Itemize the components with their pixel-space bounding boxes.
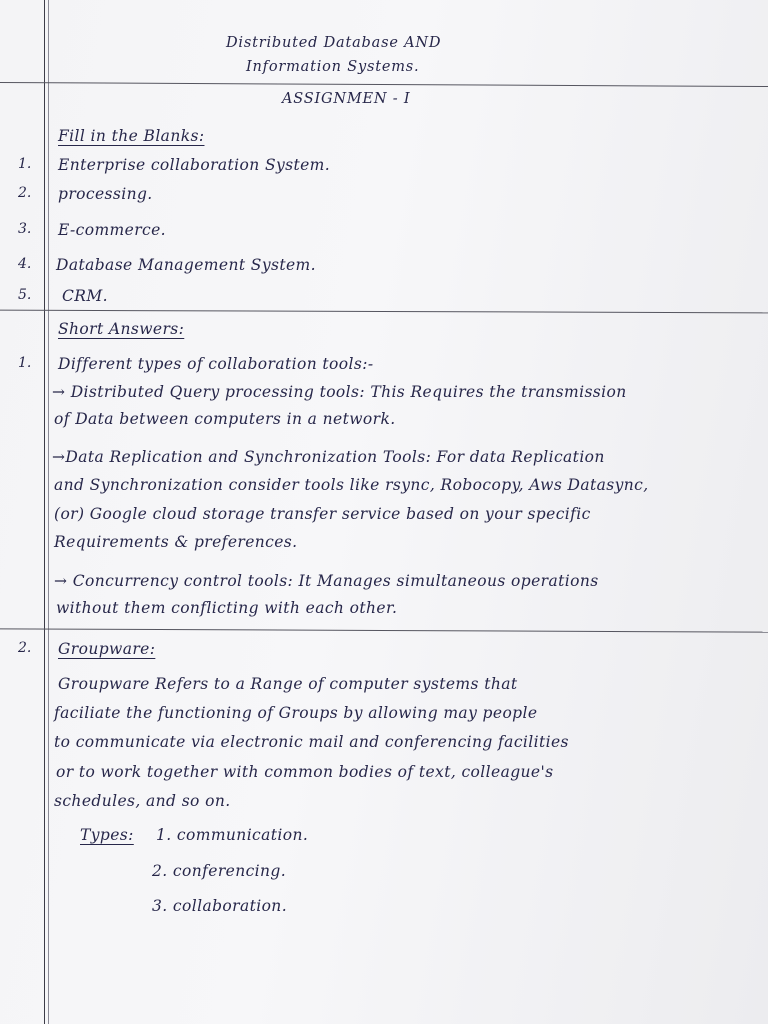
fill-blanks-heading: Fill in the Blanks:: [58, 127, 205, 145]
assignment-label: ASSIGNMEN - I: [282, 91, 411, 107]
type-item: 1. communication.: [156, 826, 309, 844]
groupware-heading: Groupware:: [58, 640, 156, 658]
answer-line: faciliate the functioning of Groups by allowing may people: [54, 704, 538, 722]
rule-line: [0, 628, 768, 632]
answer-line: or to work together with common bodies of text, colleague's: [56, 763, 554, 781]
item-number: 3.: [18, 221, 32, 237]
answer-line: →Data Replication and Synchronization Tools: For data Replication: [52, 448, 605, 466]
type-item: 2. conferencing.: [152, 862, 287, 880]
answer-line: Groupware Refers to a Range of computer systems that: [58, 675, 518, 693]
rule-line: [0, 310, 768, 314]
answer-line: of Data between computers in a network.: [54, 410, 396, 428]
answer-line: schedules, and so on.: [54, 792, 231, 810]
margin-line: [44, 0, 45, 1024]
item-number: 5.: [18, 287, 32, 303]
short-answers-heading: Short Answers:: [58, 320, 185, 338]
answer-line: to communicate via electronic mail and conferencing facilities: [54, 733, 569, 751]
types-label: Types:: [80, 826, 134, 844]
answer-item: E-commerce.: [58, 221, 167, 239]
item-number: 1.: [18, 156, 32, 172]
answer-item: Database Management System.: [56, 256, 316, 274]
question-number: 2.: [18, 640, 32, 656]
rule-line: [0, 82, 768, 87]
margin-line-secondary: [48, 0, 49, 1024]
title-line-2: Information Systems.: [246, 59, 420, 75]
answer-line: Requirements & preferences.: [54, 533, 298, 551]
answer-line: → Distributed Query processing tools: This Requires the transmission: [52, 383, 627, 401]
answer-line: (or) Google cloud storage transfer service based on your specific: [54, 505, 591, 523]
answer-item: CRM.: [62, 287, 108, 305]
question-number: 1.: [18, 355, 32, 371]
item-number: 2.: [18, 185, 32, 201]
answer-line: and Synchronization consider tools like rsync, Robocopy, Aws Datasync,: [54, 476, 649, 494]
answer-line: → Concurrency control tools: It Manages simultaneous operations: [54, 572, 599, 590]
answer-item: Enterprise collaboration System.: [58, 156, 331, 174]
answer-line: without them conflicting with each other.: [56, 599, 398, 617]
answer-line: Different types of collaboration tools:-: [58, 355, 374, 373]
answer-item: processing.: [58, 185, 153, 203]
type-item: 3. collaboration.: [152, 897, 288, 915]
title-line-1: Distributed Database AND: [226, 35, 442, 51]
item-number: 4.: [18, 256, 32, 272]
